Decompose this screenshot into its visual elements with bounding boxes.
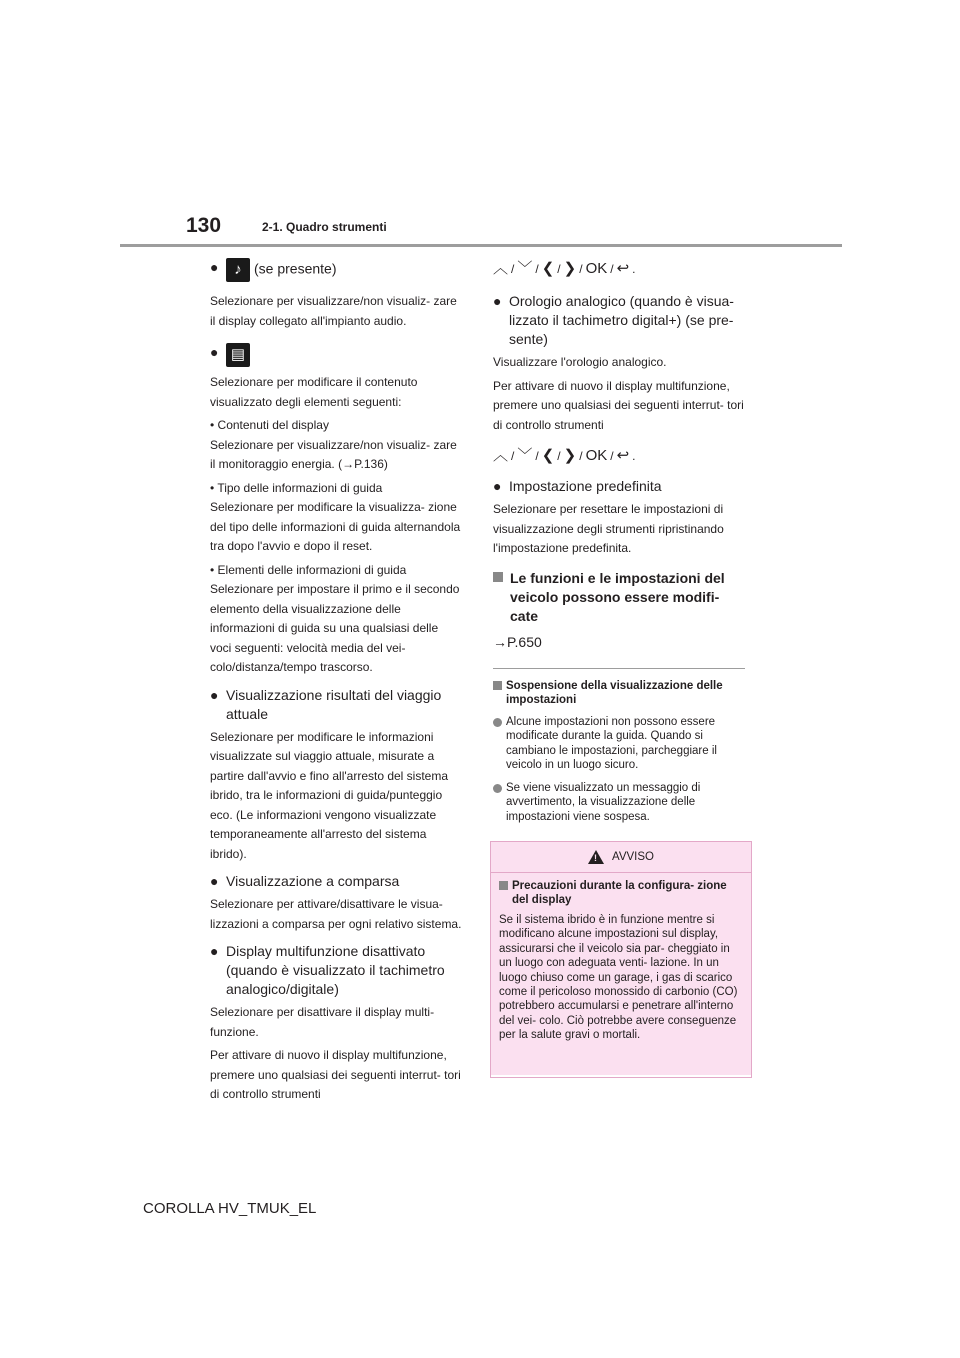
page-number: 130 [186,214,222,237]
settings-item-body: Selezionare per visualizzare/non visualiz- zare il monitoraggio energia. (→P.136) [210,437,457,471]
audio-icon: ♪ [226,258,250,282]
bullet-icon: ● [493,293,502,309]
bullet-icon: ● [210,873,219,889]
mfd-off-desc: Selezionare per disattivare il display multi- funzione. [210,1005,435,1039]
section-title: 2-1. Quadro strumenti [262,220,387,234]
warning-body [491,873,751,1075]
settings-icon: ▤ [226,343,250,367]
circle-bullet-icon [493,784,502,793]
square-icon [493,681,502,690]
up-icon: ︿ [493,260,509,277]
audio-desc: Selezionare per visualizzare/non visualiz- zare il display collegato all'impianto audio. [210,294,457,328]
suspend-title: Sospensione della visualizzazione delle impostazioni [506,679,723,706]
separator: / [535,449,539,463]
bullet-icon: ● [493,478,502,494]
ok-label: OK [585,447,608,464]
separator: / [579,262,583,276]
suspend-b2: Se viene visualizzato un messaggio di avvertimento, la visualizzazione delle impostazioni viene sospesa. [506,781,701,823]
separator: / [557,262,561,276]
down-icon: ﹀ [517,260,533,277]
mfd-off-title: Display multifunzione disattivato (quando è visualizzato il tachimetro analogico/digitale) [226,943,445,997]
warning-icon: ! [588,850,604,864]
back-icon: ↩ [616,260,630,277]
warning-title: Precauzioni durante la configura- zione del display [512,880,727,906]
settings-desc: Selezionare per modificare il contenuto visualizzato degli elementi seguenti: [210,375,418,409]
separator: / [557,449,561,463]
popup-desc: Selezionare per attivare/disattivare le visua- lizzazioni a comparsa per ogni relativo sistema. [210,897,462,931]
back-icon: ↩ [616,447,630,464]
separator: / [610,262,614,276]
custom-title: Le funzioni e le impostazioni del veicolo possono essere modifi- cate [510,569,725,624]
right-icon: ❯ [563,447,577,464]
default-desc: Selezionare per resettare le impostazioni di visualizzazione degli strumenti ripristinando l'impostazione predefinita. [493,502,724,555]
default-title: Impostazione predefinita [509,478,662,494]
square-icon [499,881,508,890]
mfd-off-desc: Per attivare di nuovo il display multifunzione, premere uno qualsiasi dei seguenti interrut- tori di controllo strumenti [210,1048,461,1101]
custom-ref: →P.650 [493,633,542,650]
period: . [632,449,636,463]
ok-label: OK [585,260,608,277]
separator: / [610,449,614,463]
right-column [493,258,745,824]
right-icon: ❯ [563,260,577,277]
warning-label: AVVISO [612,851,654,863]
left-icon: ❮ [541,447,555,464]
divider [493,668,745,669]
settings-item-title: • Contenuti del display [210,418,329,432]
trip-desc: Selezionare per modificare le informazioni visualizzate sul viaggio attuale, misurate a partire dall'avvio e fino all'arresto del sistema ibrido, tra le informazioni di guida/punteggio eco. (Le informazioni vengono visualizzate temporaneamente all'arresto del sistema ibrido). [210,729,449,861]
up-icon: ︿ [493,447,509,464]
control-switches [493,445,745,467]
trip-title: Visualizzazione risultati del viaggio attuale [226,686,442,722]
separator: / [511,262,515,276]
analog-desc: Visualizzare l'orologio analogico. [493,355,667,369]
suspend-b1: Alcune impostazioni non possono essere modificate durante la guida. Quando si cambiano le impostazioni, parcheggiare il veicolo in un luogo sicuro. [506,715,717,771]
separator: / [535,262,539,276]
warning-text: Se il sistema ibrido è in funzione mentre si modificano alcune impostazioni sul display, assicurarsi che il veicolo sia par- cheggiato in un luogo con adeguata venti- lazione. In un luogo chiuso come un garage, i gas di scarico come il pericoloso monossido di carbonio (CO) potrebbero accumularsi e penetrare all'interno del vei- colo. Ciò potrebbe avere conseguenze per la salute gravi o mortali. [499,914,738,1042]
popup-title: Visualizzazione a comparsa [226,873,400,889]
settings-item-body: Selezionare per modificare la visualizza- zione del tipo delle informazioni di guida alternandola tra dopo l'avvio e dopo il reset. [210,500,461,553]
bullet-icon: ● [210,943,219,959]
footer-doc-id: COROLLA HV_TMUK_EL [143,1200,317,1217]
bullet-icon: ● [210,259,219,275]
settings-item-title: • Elementi delle informazioni di guida [210,562,407,577]
circle-bullet-icon [493,718,502,727]
control-switches [493,258,745,280]
left-icon: ❮ [541,260,555,277]
separator: / [579,449,583,463]
analog-title: Orologio analogico (quando è visua- lizzato il tachimetro digital+) (se pre- sente) [509,293,734,347]
square-icon [493,572,503,582]
bullet-icon: ● [210,344,219,360]
settings-item-title: • Tipo delle informazioni di guida [210,480,383,495]
warning-box [490,841,752,1078]
header-divider [120,244,842,247]
analog-desc: Per attivare di nuovo il display multifunzione, premere uno qualsiasi dei seguenti interrut- tori di controllo strumenti [493,378,744,432]
down-icon: ﹀ [517,447,533,464]
settings-item-body: Selezionare per impostare il primo e il secondo elemento della visualizzazione delle informazioni di guida su una qualsiasi delle voci seguenti: velocità media del vei- colo/distanza/tempo trascorso. [210,582,460,674]
bullet-icon: ● [210,686,219,703]
warning-header [491,842,751,873]
separator: / [511,449,515,463]
period: . [632,262,636,276]
audio-label: (se presente) [254,260,337,277]
left-column [210,258,462,1105]
